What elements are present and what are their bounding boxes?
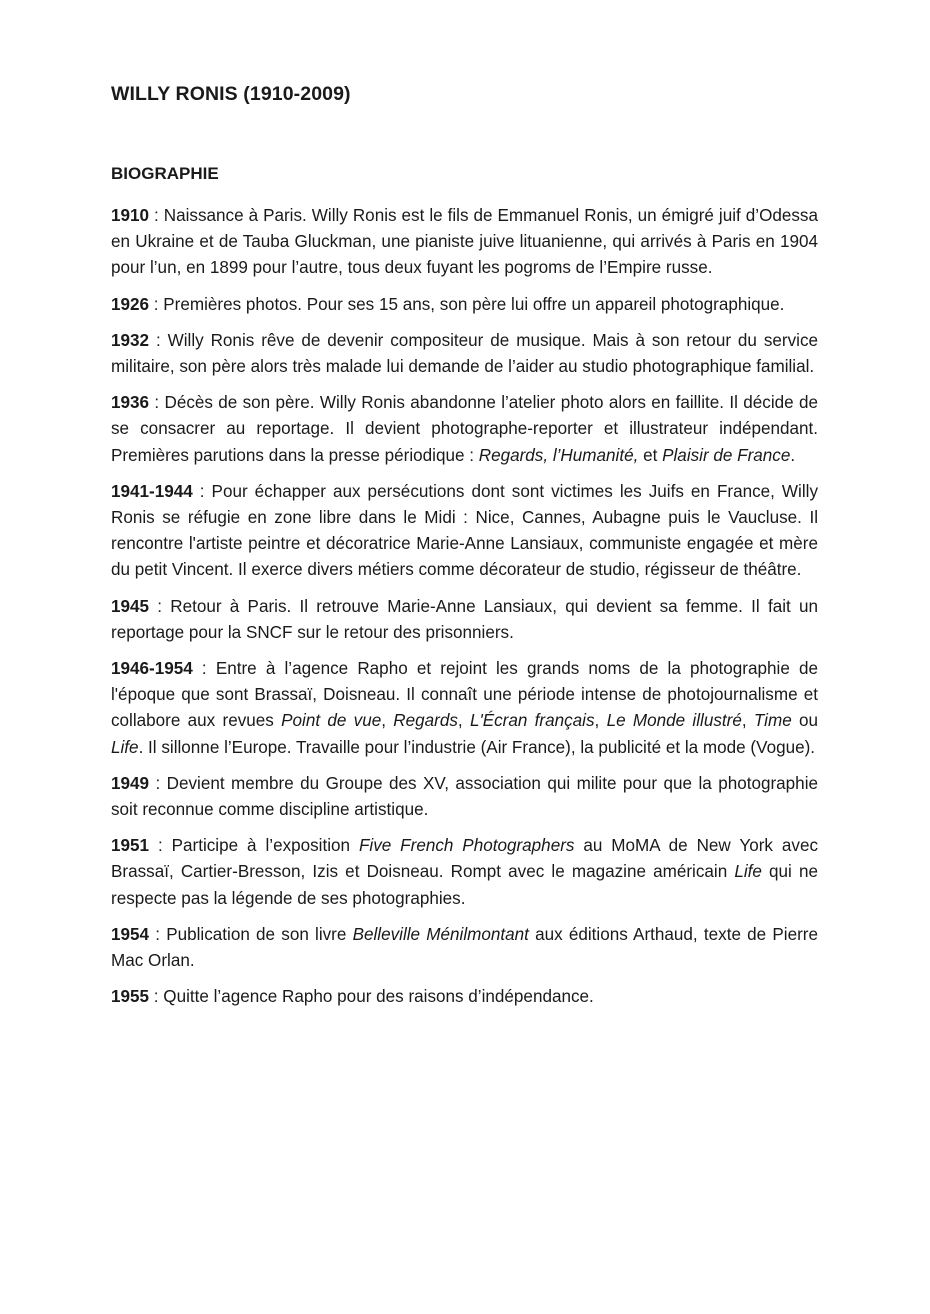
entry-text: : Naissance à Paris. Willy Ronis est le fils de Emmanuel Ronis, un émigré juif d’Odessa en Ukraine et de Tauba Gluckman, une pianiste juive lituanienne, qui arrivés à Paris en 1904 pour l’un, en 1899 pour l’autre, tous deux fuyant les pogroms de l’Empire russe. [111, 206, 818, 278]
entry-italic-text: Point de vue [281, 711, 382, 731]
section-heading: BIOGRAPHIE [111, 164, 219, 183]
entry-text: : Premières photos. Pour ses 15 ans, son père lui offre un appareil photographique. [149, 294, 785, 314]
entry-italic-text: Regards [393, 711, 458, 731]
entry-year: 1951 [111, 836, 150, 856]
entry-year: 1949 [111, 773, 150, 793]
entry-year: 1955 [111, 987, 150, 1007]
entry-text: , [457, 711, 470, 731]
entry-italic-text: Life [111, 737, 139, 757]
entry-year: 1932 [111, 330, 150, 350]
entry-italic-text: Le Monde illustré [606, 711, 742, 731]
entry-year: 1926 [111, 294, 150, 314]
entry-text: : Décès de son père. Willy Ronis abandonne l’atelier photo alors en faillite. Il décide de se consacrer au reportage. Il devient photographe-reporter et illustrateur indépendant. Premières parutions dans la presse périodique : [111, 393, 818, 465]
entry-1936 [111, 390, 818, 469]
entry-text: au MoMA de New York avec Brassaï, Cartier-Bresson, Izis et Doisneau. Rompt avec le magazine américain [111, 836, 818, 882]
entry-text: : Entre à l’agence Rapho et rejoint les grands noms de la photographie de l'époque que sont Brassaï, Doisneau. Il connaît une période intense de photojournalisme et collabore aux revues [111, 659, 818, 731]
entry-1946-1954 [111, 656, 818, 761]
entry-1910 [111, 203, 818, 282]
entry-text: : Pour échapper aux persécutions dont sont victimes les Juifs en France, Willy Ronis se réfugie en zone libre dans le Midi : Nice, Cannes, Aubagne puis le Vaucluse. Il rencontre l'artiste peintre et décoratrice Marie-Anne Lansiaux, communiste engagée et mère du petit Vincent. Il exerce divers métiers comme décorateur de studio, régisseur de théâtre. [111, 481, 818, 580]
biography-entries [111, 203, 818, 1020]
entry-1955 [111, 984, 818, 1010]
entry-1941-1944 [111, 479, 818, 584]
entry-1949 [111, 771, 818, 823]
entry-italic-text: Life [734, 862, 762, 882]
entry-italic-text: Regards, l’Humanité, [478, 445, 639, 465]
entry-italic-text: Time [753, 711, 792, 731]
entry-text: qui ne respecte pas la légende de ses photographies. [111, 862, 819, 908]
entry-text: aux éditions Arthaud, texte de Pierre Mac Orlan. [111, 924, 818, 971]
entry-text: : Publication de son livre [149, 924, 353, 944]
document-title: WILLY RONIS (1910-2009) [111, 83, 351, 105]
entry-text: : Quitte l’agence Rapho pour des raisons d’indépendance. [149, 987, 594, 1007]
entry-year: 1946-1954 [111, 659, 193, 679]
entry-text: ou [791, 711, 819, 731]
entry-italic-text: L'Écran français [469, 711, 595, 731]
entry-year: 1941-1944 [111, 481, 193, 501]
entry-1932 [111, 328, 818, 380]
entry-1926 [111, 292, 818, 318]
entry-year: 1954 [111, 924, 150, 944]
entry-year: 1910 [111, 206, 150, 225]
entry-year: 1936 [111, 393, 150, 413]
entry-text: : Devient membre du Groupe des XV, association qui milite pour que la photographie soit reconnue comme discipline artistique. [111, 773, 818, 820]
entry-italic-text: Belleville Ménilmontant [352, 924, 529, 944]
entry-text: . [790, 445, 796, 465]
entry-year: 1945 [111, 596, 150, 616]
entry-text: , [381, 711, 394, 731]
entry-1954 [111, 922, 818, 974]
entry-italic-text: Five French Photographers [358, 836, 575, 856]
entry-text: . Il sillonne l’Europe. Travaille pour l’industrie (Air France), la publicité et la mode (Vogue). [138, 737, 816, 757]
entry-italic-text: Plaisir de France [662, 445, 791, 465]
entry-1945 [111, 594, 818, 646]
entry-text: et [638, 445, 663, 465]
entry-text: : Willy Ronis rêve de devenir compositeur de musique. Mais à son retour du service militaire, son père alors très malade lui demande de l’aider au studio photographique familial. [111, 330, 818, 377]
entry-1951 [111, 833, 818, 912]
entry-text: , [741, 711, 754, 731]
entry-text: , [594, 711, 607, 731]
entry-text: : Retour à Paris. Il retrouve Marie-Anne Lansiaux, qui devient sa femme. Il fait un reportage pour la SNCF sur le retour des prisonniers. [111, 596, 818, 642]
entry-text: : Participe à l’exposition [149, 836, 359, 856]
